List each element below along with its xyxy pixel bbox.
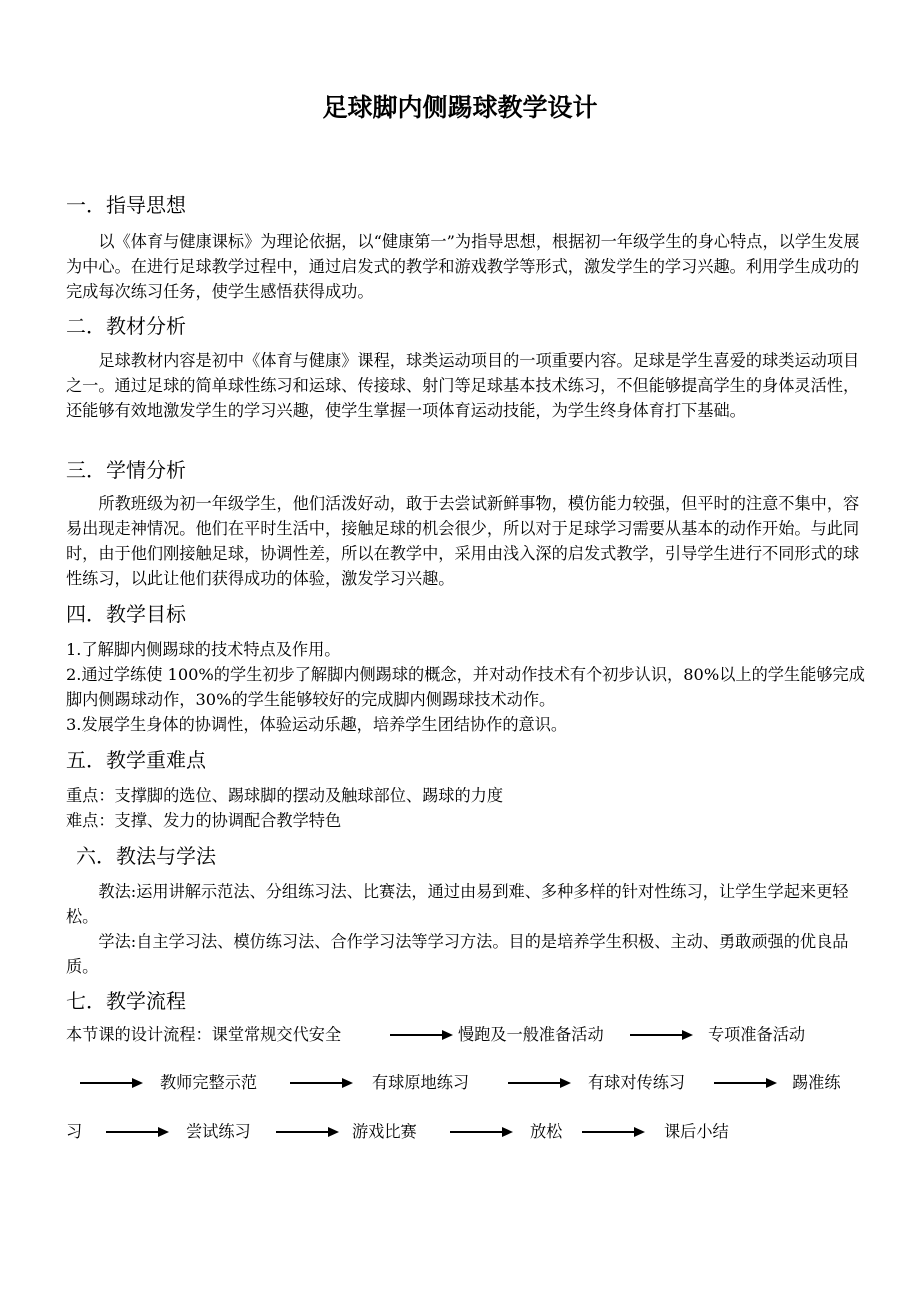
section-paragraph-student-analysis: 所教班级为初一年级学生，他们活泼好动，敢于去尝试新鲜事物，模仿能力较强，但平时的注意不集中，容易出现走神情况。他们在平时生活中，接触足球的机会很少，所以对于足球学习需要从基本的动作开始。与此同时，由于他们刚接触足球，协调性差，所以在教学中，采用由浅入深的启发式教学，引导学生进行不同形式的球性练习，以此让他们获得成功的体验，激发学习兴趣。 [66,494,860,588]
key-point-line: 重点：支撑脚的选位、踢球脚的摆动及触球部位、踢球的力度 [66,786,504,805]
flow-arrow-icon [80,1075,144,1091]
flow-step: 有球对传练习 [588,1073,686,1092]
flow-intro: 本节课的设计流程：课堂常规交代安全 [66,1025,342,1044]
flow-arrow-icon [290,1075,354,1091]
section-paragraph-guiding-idea: 以《体育与健康课标》为理论依据，以“健康第一”为指导思想，根据初一年级学生的身心特点，以学生发展为中心。在进行足球教学过程中，通过启发式的教学和游戏教学等形式，激发学生的学习兴趣。利用学生成功的完成每次练习任务，使学生感悟获得成功。 [66,232,860,301]
flow-arrow-icon [276,1124,340,1140]
section-heading-teaching-flow: 七．教学流程 [66,989,186,1013]
document-title: 足球脚内侧踢球教学设计 [322,93,598,122]
section-heading-methods: 六．教法与学法 [76,844,216,868]
flow-step: 有球原地练习 [372,1073,470,1092]
difficulty-line: 难点：支撑、发力的协调配合教学特色 [66,811,342,830]
flow-step: 课后小结 [664,1122,729,1141]
section-heading-material-analysis: 二．教材分析 [66,314,186,338]
learning-method-paragraph: 学法:自主学习法、模仿练习法、合作学习法等学习方法。目的是培养学生积极、主动、勇敢顽强的优良品质。 [66,932,849,976]
teaching-method-paragraph: 教法:运用讲解示范法、分组练习法、比赛法，通过由易到难、多种多样的针对性练习，让学生学起来更轻松。 [66,882,849,926]
flow-arrow-icon [582,1124,646,1140]
flow-step: 教师完整示范 [160,1073,258,1092]
flow-arrow-icon [106,1124,170,1140]
goal-item-1: 1.了解脚内侧踢球的技术特点及作用。 [66,640,341,659]
flow-step: 踢准练 [792,1073,841,1092]
flow-step: 尝试练习 [186,1122,251,1141]
flow-step: 放松 [530,1122,563,1141]
goal-item-3: 3.发展学生身体的协调性，体验运动乐趣，培养学生团结协作的意识。 [66,715,568,734]
flow-step: 游戏比赛 [352,1122,417,1141]
flow-step: 习 [66,1122,83,1141]
flow-step: 慢跑及一般准备活动 [458,1025,604,1044]
section-heading-student-analysis: 三．学情分析 [66,458,186,482]
flow-arrow-icon [714,1075,778,1091]
flow-step: 专项准备活动 [708,1025,806,1044]
section-heading-teaching-goals: 四．教学目标 [66,602,186,626]
section-heading-key-difficulties: 五．教学重难点 [66,748,206,772]
goal-item-2: 2.通过学练使 100%的学生初步了解脚内侧踢球的概念，并对动作技术有个初步认识，80%以上的学生能够完成脚内侧踢球动作，30%的学生能够较好的完成脚内侧踢球技术动作。 [66,665,865,709]
flow-arrow-icon [390,1027,454,1043]
section-heading-guiding-idea: 一．指导思想 [66,193,186,217]
flow-arrow-icon [630,1027,694,1043]
flow-arrow-icon [450,1124,514,1140]
section-paragraph-material-analysis: 足球教材内容是初中《体育与健康》课程，球类运动项目的一项重要内容。足球是学生喜爱的球类运动项目之一。通过足球的简单球性练习和运球、传接球、射门等足球基本技术练习，不但能够提高学生的身体灵活性，还能够有效地激发学生的学习兴趣，使学生掌握一项体育运动技能，为学生终身体育打下基础。 [66,351,860,420]
flow-arrow-icon [508,1075,572,1091]
